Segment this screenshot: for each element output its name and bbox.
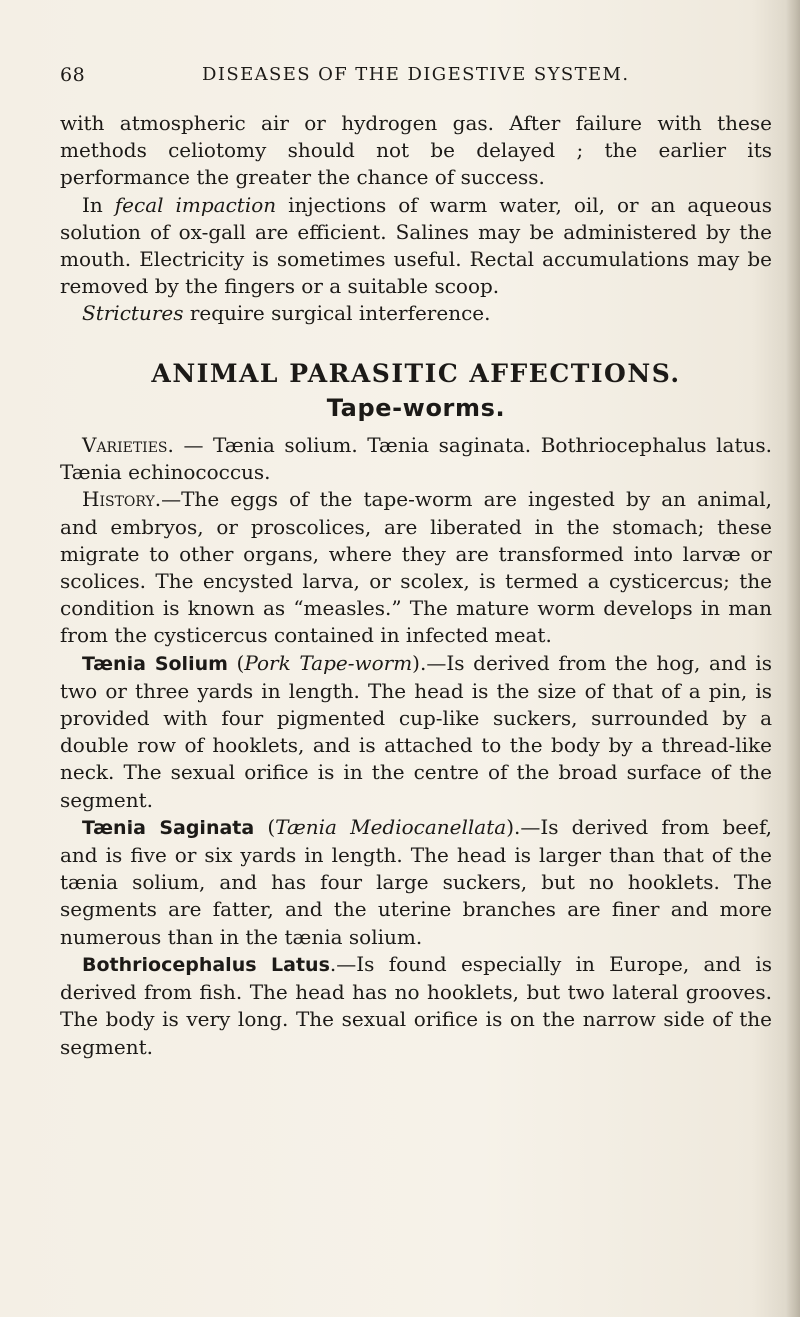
paragraph-fecal-impaction — [60, 192, 772, 301]
paren-open: ( — [254, 814, 276, 839]
paragraph-bothriocephalus — [60, 951, 772, 1061]
running-title: DISEASES OF THE DIGESTIVE SYSTEM. — [202, 64, 630, 85]
paragraph-text: ).—Is derived from beef, and is five or six yards in length. The head is larger than that of the tænia solium, and has four large suckers, but no hooklets. The segments are fatter, and the uterine branches are finer and more numerous than in the tænia solium. — [60, 814, 772, 949]
bold-term: Bothriocephalus Latus — [82, 953, 330, 976]
run-in-heading: Varieties. — [82, 433, 174, 458]
italic-alt-name: Pork Tape-worm — [244, 650, 413, 675]
paragraph-text: —The eggs of the tape-worm are ingested by an animal, and embryos, or proscolices, are liberated in the stomach; these migrate to other organs, where they are transformed into larvæ or scolices. The encysted larva, or scolex, is termed a cysticercus; the condition is known as “measles.” The mature worm develops in man from the cysticercus contained in infected meat. — [60, 487, 772, 648]
paragraph-prefix: In — [82, 192, 115, 217]
paragraph-text: injections of warm water, oil, or an aqueous solution of ox-gall are efficient. Salines may be administered by the mouth. Electricity is sometimes useful. Rectal accumulations may be removed by the fingers or a suitable scoop. — [60, 192, 773, 299]
italic-term: fecal impaction — [114, 192, 277, 217]
page-header — [60, 64, 760, 94]
italic-term: Strictures — [82, 301, 184, 326]
paragraph-continuation — [60, 110, 772, 192]
italic-alt-name: Tænia Mediocanellata — [275, 814, 507, 839]
page-number: 68 — [60, 64, 86, 86]
subsection-heading: Tape-worms. — [326, 393, 506, 422]
bold-term: Tænia Saginata — [82, 816, 255, 839]
bold-term: Tænia Solium — [82, 652, 228, 675]
paragraph-text: require surgical interference. — [183, 301, 491, 326]
section-heading: ANIMAL PARASITIC AFFECTIONS. — [151, 358, 681, 388]
page-edge-shadow — [786, 0, 800, 1317]
paragraph-varieties — [60, 432, 772, 486]
paragraph-history — [60, 486, 772, 649]
paragraph-text: with atmospheric air or hydrogen gas. After failure with these methods celiotomy should not be delayed ; the earlier its performance the greater the chance of success. — [60, 111, 772, 190]
paragraph-text: — Tænia solium. Tænia saginata. Bothriocephalus latus. Tænia echinococcus. — [60, 433, 772, 485]
paragraph-text: ).—Is derived from the hog, and is two or three yards in length. The head is the size of that of a pin, is provided with four pigmented cup-like suckers, surrounded by a double row of hooklets, and is attached to the body by a thread-like neck. The sexual orifice is in the centre of the broad surface of the segment. — [60, 650, 772, 812]
page-body — [60, 110, 772, 1061]
run-in-heading: History. — [82, 487, 162, 512]
paragraph-text: .—Is found especially in Europe, and is derived from fish. The head has no hooklets, but two lateral grooves. The body is very long. The sexual orifice is on the narrow side of the segment. — [60, 951, 772, 1059]
paragraph-taenia-saginata — [60, 814, 772, 951]
paragraph-taenia-solium — [60, 650, 772, 814]
paren-open: ( — [227, 650, 245, 675]
paragraph-strictures — [60, 300, 772, 327]
